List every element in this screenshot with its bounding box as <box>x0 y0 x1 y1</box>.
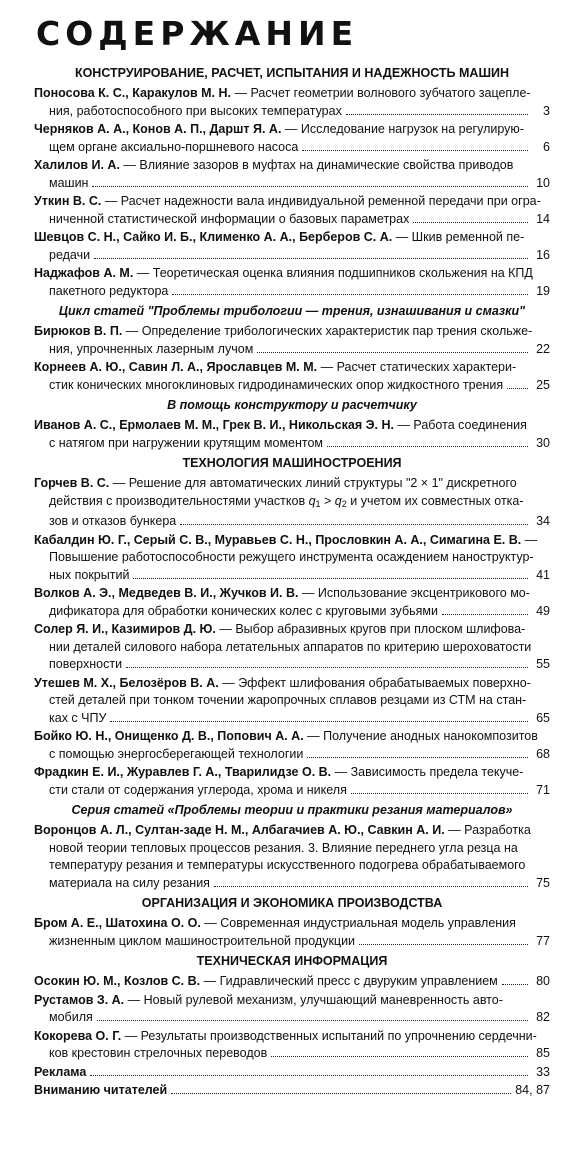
entry-last-line <box>34 211 550 229</box>
entry-first-line: Кокорева О. Г. — Результаты производственных испытаний по упрочнению сердечни- <box>34 1028 537 1043</box>
entry-authors: Фрадкин Е. И., Журавлев Г. А., Тварилидзе О. В. <box>34 765 332 779</box>
entry-authors: Утешев М. Х., Белозёров В. А. <box>34 675 219 690</box>
entry-text: действия с производительностями участков $q_1 > q_2$ и учетом их совместных отка- <box>49 493 524 509</box>
dot-leader <box>346 114 528 115</box>
entry-first-line: Бром А. Е., Шатохина О. О. — Современная индустриальная модель управления <box>34 916 516 930</box>
toc-entry[interactable] <box>34 992 550 1027</box>
dot-leader <box>302 150 528 151</box>
entry-authors: Воронцов А. Л., Султан-заде Н. М., Албагачиев А. Ю., Савкин А. И. <box>34 823 445 837</box>
entry-authors: Наджафов А. М. <box>34 266 134 280</box>
entry-last-line <box>34 435 550 453</box>
toc-entry[interactable] <box>34 121 550 156</box>
dot-leader <box>90 1075 528 1076</box>
section-heading: ТЕХНИЧЕСКАЯ ИНФОРМАЦИЯ <box>196 954 388 968</box>
entry-first-line: Поносова К. С., Каракулов М. Н. — Расчет геометрии волнового зубчатого зацепле- <box>34 86 531 100</box>
dot-leader <box>214 886 528 887</box>
page-number: 19 <box>536 283 550 298</box>
page-number: 80 <box>536 974 550 988</box>
entry-text: мобиля <box>49 1010 93 1024</box>
entry-text: зов и отказов бункера <box>49 514 177 528</box>
toc-entry[interactable] <box>34 822 550 892</box>
entry-authors: Солер Я. И., Казимиров Д. Ю. <box>34 622 216 636</box>
dot-leader <box>327 446 528 447</box>
entry-authors: Кокорева О. Г. <box>34 1028 122 1043</box>
entry-last-line <box>34 746 550 764</box>
entry-first-line: Шевцов С. Н., Сайко И. Б., Клименко А. А., Берберов С. А. — Шкив ременной пе- <box>34 230 525 244</box>
page-number: 6 <box>543 139 550 154</box>
page-number: 22 <box>536 341 550 356</box>
entry-last-line <box>34 283 550 301</box>
toc-entry[interactable] <box>34 229 550 264</box>
page-number: 55 <box>536 657 550 671</box>
dot-leader <box>442 614 528 615</box>
toc-entry[interactable] <box>34 621 550 674</box>
page-number: 10 <box>536 175 550 190</box>
entry-last-line <box>34 1045 550 1063</box>
page-number: 33 <box>536 1064 550 1079</box>
entry-last-line <box>34 656 550 674</box>
toc-entry[interactable] <box>34 1064 550 1082</box>
toc-entry[interactable] <box>34 265 550 300</box>
entry-authors: Черняков А. А., Конов А. П., Даршт Я. А. <box>34 122 282 136</box>
entry-text: ков крестовин стрелочных переводов <box>49 1046 268 1060</box>
toc-entry[interactable] <box>34 1082 550 1100</box>
entry-text: поверхности <box>49 657 123 671</box>
dot-leader <box>502 984 528 985</box>
toc-entry-text <box>34 1064 86 1082</box>
page-number: 82 <box>536 1010 550 1024</box>
entry-authors: Шевцов С. Н., Сайко И. Б., Клименко А. А., Берберов С. А. <box>34 230 393 244</box>
entry-text: редачи <box>49 247 91 262</box>
toc-entry[interactable] <box>34 193 550 228</box>
page-number: 84, 87 <box>515 1083 550 1097</box>
section-heading: ОРГАНИЗАЦИЯ И ЭКОНОМИКА ПРОИЗВОДСТВА <box>141 896 443 910</box>
entry-last-line <box>34 175 550 193</box>
entry-last-line <box>34 875 550 893</box>
toc-entry-text: Осокин Ю. М., Козлов С. В. — Гидравлический пресс с двуруким управлением <box>34 974 498 988</box>
dot-leader <box>351 793 528 794</box>
entry-authors: Волков А. Э., Медведев В. И., Жучков И. В. <box>34 586 299 600</box>
toc-entry[interactable] <box>34 417 550 452</box>
entry-first-line: Уткин В. С. — Расчет надежности вала индивидуальной ременной передачи при огра- <box>34 194 541 208</box>
entry-authors: Реклама <box>34 1064 87 1079</box>
entry-authors: Корнеев А. Ю., Савин Л. А., Ярославцев М. М. <box>34 360 318 374</box>
entry-text: щем органе аксиально-поршневого насоса <box>49 139 299 154</box>
toc-entry[interactable] <box>34 475 550 531</box>
dot-leader <box>307 757 528 758</box>
entry-last-line <box>34 103 550 121</box>
dot-leader <box>110 721 528 722</box>
entry-first-line: Черняков А. А., Конов А. П., Даршт Я. А. — Исследование нагрузок на регулирую- <box>34 122 524 136</box>
dot-leader <box>171 1093 511 1094</box>
entry-text: ках с ЧПУ <box>49 710 107 725</box>
entry-continuation-line <box>34 639 550 657</box>
entry-text: машин <box>49 175 89 190</box>
entry-continuation-line <box>34 840 550 858</box>
entry-text: нии деталей силового набора летательных аппаратов по критерию шероховатости <box>49 639 532 654</box>
entry-authors: Рустамов З. А. <box>34 992 125 1007</box>
page-number: 25 <box>536 377 550 392</box>
entry-last-line <box>34 139 550 157</box>
entry-first-line: Корнеев А. Ю., Савин Л. А., Ярославцев М. М. — Расчет статических характери- <box>34 360 517 374</box>
series-heading: Цикл статей "Проблемы трибологии — трения, изнашивания и смазки" <box>58 304 526 318</box>
entry-first-line: Бойко Ю. Н., Онищенко Д. В., Попович А. А. — Получение анодных нанокомпозитов <box>34 729 538 743</box>
dot-leader <box>413 222 528 223</box>
section-heading: ТЕХНОЛОГИЯ МАШИНОСТРОЕНИЯ <box>182 456 402 470</box>
entry-text: с помощью энергосберегающей технологии <box>49 746 304 761</box>
entry-authors: Осокин Ю. М., Козлов С. В. <box>34 974 201 988</box>
entry-text: материала на силу резания <box>49 875 210 890</box>
dot-leader <box>271 1056 528 1057</box>
entry-authors: Бойко Ю. Н., Онищенко Д. В., Попович А. А. <box>34 729 304 743</box>
entry-last-line <box>34 710 550 728</box>
entry-text: новой теории тепловых процессов резания. 3. Влияние переднего угла резца на <box>49 840 518 855</box>
entry-last-line <box>34 247 550 265</box>
entry-text: Повышение работоспособности режущего инструмента осаждением наноструктур- <box>49 550 534 564</box>
toc-entry[interactable] <box>34 728 550 763</box>
page-number: 30 <box>536 435 550 450</box>
toc-entry[interactable] <box>34 85 550 120</box>
page-number: 3 <box>543 103 550 118</box>
entry-text: температуру резания и температуры искусственного подогрева обрабатываемого <box>49 858 526 872</box>
entry-last-line <box>34 341 550 359</box>
toc-entry[interactable] <box>34 157 550 192</box>
toc-entry-line <box>34 973 550 991</box>
entry-last-line <box>34 603 550 621</box>
entry-authors: Уткин В. С. <box>34 194 102 208</box>
toc-entry[interactable] <box>34 1028 550 1063</box>
entry-text: сти стали от содержания углерода, хрома и никеля <box>49 782 347 797</box>
entry-last-line <box>34 513 550 531</box>
entry-text: ния, упрочненных лазерным лучом <box>49 341 254 356</box>
toc-entry[interactable] <box>34 675 550 728</box>
entry-first-line: Кабалдин Ю. Г., Серый С. В., Муравьев С. Н., Прословкин А. А., Симагина Е. В. — <box>34 532 538 547</box>
series-heading: Серия статей «Проблемы теории и практики резания материалов» <box>71 803 513 817</box>
toc-entry[interactable] <box>34 915 550 950</box>
entry-text: с натягом при нагружении крутящим моментом <box>49 435 324 450</box>
entry-first-line: Волков А. Э., Медведев В. И., Жучков И. В. — Использование эксцентрикового мо- <box>34 586 530 600</box>
series-heading: В помощь конструктору и расчетчику <box>167 398 417 412</box>
entry-text: стей деталей при тонком точении жаропрочных сплавов резцами из СТМ на стан- <box>49 693 527 707</box>
section-heading: КОНСТРУИРОВАНИЕ, РАСЧЕТ, ИСПЫТАНИЯ И НАДЕЖНОСТЬ МАШИН <box>74 66 510 80</box>
entry-first-line: Солер Я. И., Казимиров Д. Ю. — Выбор абразивных кругов при плоском шлифова- <box>34 622 526 636</box>
page-number: 68 <box>536 746 550 761</box>
entry-text: жизненным циклом машиностроительной продукции <box>49 933 356 948</box>
entry-first-line: Иванов А. С., Ермолаев М. М., Грек В. И., Никольская Э. Н. — Работа соединения <box>34 418 527 432</box>
toc-entry-text <box>34 1082 167 1100</box>
entry-text: ния, работоспособного при высоких температурах <box>49 103 342 118</box>
entry-first-line: Рустамов З. А. — Новый рулевой механизм, улучшающий маневренность авто- <box>34 992 503 1007</box>
entry-first-line: Халилов И. А. — Влияние зазоров в муфтах на динамические свойства приводов <box>34 158 514 172</box>
dot-leader <box>359 944 528 945</box>
entry-authors: Вниманию читателей <box>34 1083 168 1097</box>
dot-leader <box>172 294 528 295</box>
entry-first-line: Воронцов А. Л., Султан-заде Н. М., Албагачиев А. Ю., Савкин А. И. — Разработка <box>34 823 531 837</box>
page-number: 34 <box>536 514 550 528</box>
dot-leader <box>97 1020 528 1021</box>
entry-continuation-line <box>34 549 550 567</box>
toc-entry-line <box>34 1064 550 1082</box>
entry-first-line: Бирюков В. П. — Определение трибологических характеристик пар трения скольже- <box>34 324 533 338</box>
page-number: 14 <box>536 211 550 226</box>
page-number: 75 <box>536 875 550 890</box>
entry-authors: Кабалдин Ю. Г., Серый С. В., Муравьев С. Н., Прословкин А. А., Симагина Е. В. <box>34 532 522 547</box>
entry-text: стик конических многоклиновых гидродинамических опор жидкостного трения <box>49 377 504 392</box>
entry-authors: Бром А. Е., Шатохина О. О. <box>34 916 201 930</box>
entry-continuation-line <box>34 493 550 514</box>
entry-continuation-line <box>34 692 550 710</box>
entry-last-line <box>34 567 550 585</box>
dot-leader <box>92 186 528 187</box>
entry-authors: Бирюков В. П. <box>34 324 123 338</box>
entry-last-line <box>34 933 550 951</box>
entry-authors: Горчев В. С. <box>34 476 110 490</box>
entry-last-line <box>34 377 550 395</box>
dot-leader <box>94 258 528 259</box>
page-number: 85 <box>536 1046 550 1060</box>
toc-entry[interactable] <box>34 764 550 799</box>
page-title: СОДЕРЖАНИЕ <box>36 14 359 53</box>
toc-entry[interactable] <box>34 973 550 991</box>
entry-first-line: Наджафов А. М. — Теоретическая оценка влияния подшипников скольжения на КПД <box>34 266 533 280</box>
entry-authors: Халилов И. А. <box>34 158 120 172</box>
toc-entry[interactable] <box>34 532 550 585</box>
toc-entry-line <box>34 1082 550 1100</box>
entry-first-line: Горчев В. С. — Решение для автоматических линий структуры "2 × 1" дискретного <box>34 476 517 490</box>
toc-entry[interactable] <box>34 585 550 620</box>
toc-entry[interactable] <box>34 359 550 394</box>
page-number: 65 <box>536 710 550 725</box>
page-number: 16 <box>536 247 550 262</box>
dot-leader <box>257 352 528 353</box>
dot-leader <box>507 388 528 389</box>
dot-leader <box>126 667 528 668</box>
dot-leader <box>180 524 528 525</box>
entry-last-line <box>34 782 550 800</box>
entry-first-line: Утешев М. Х., Белозёров В. А. — Эффект шлифования обрабатываемых поверхно- <box>34 675 531 690</box>
entry-text: ниченной статистической информации о базовых параметрах <box>49 211 410 226</box>
page-number: 77 <box>536 933 550 948</box>
table-of-contents <box>34 65 550 1100</box>
entry-text: дификатора для обработки конических колес с круговыми зубьями <box>49 603 438 618</box>
page-number: 49 <box>536 603 550 618</box>
page-number: 71 <box>536 782 550 797</box>
entry-authors: Поносова К. С., Каракулов М. Н. <box>34 86 231 100</box>
entry-continuation-line <box>34 857 550 875</box>
toc-entry[interactable] <box>34 323 550 358</box>
dot-leader <box>133 578 528 579</box>
entry-text: ных покрытий <box>49 567 130 582</box>
entry-last-line <box>34 1009 550 1027</box>
entry-first-line: Фрадкин Е. И., Журавлев Г. А., Тварилидзе О. В. — Зависимость предела текуче- <box>34 765 524 779</box>
entry-authors: Иванов А. С., Ермолаев М. М., Грек В. И., Никольская Э. Н. <box>34 418 394 432</box>
entry-text: пакетного редуктора <box>49 283 169 298</box>
page-number: 41 <box>536 567 550 582</box>
